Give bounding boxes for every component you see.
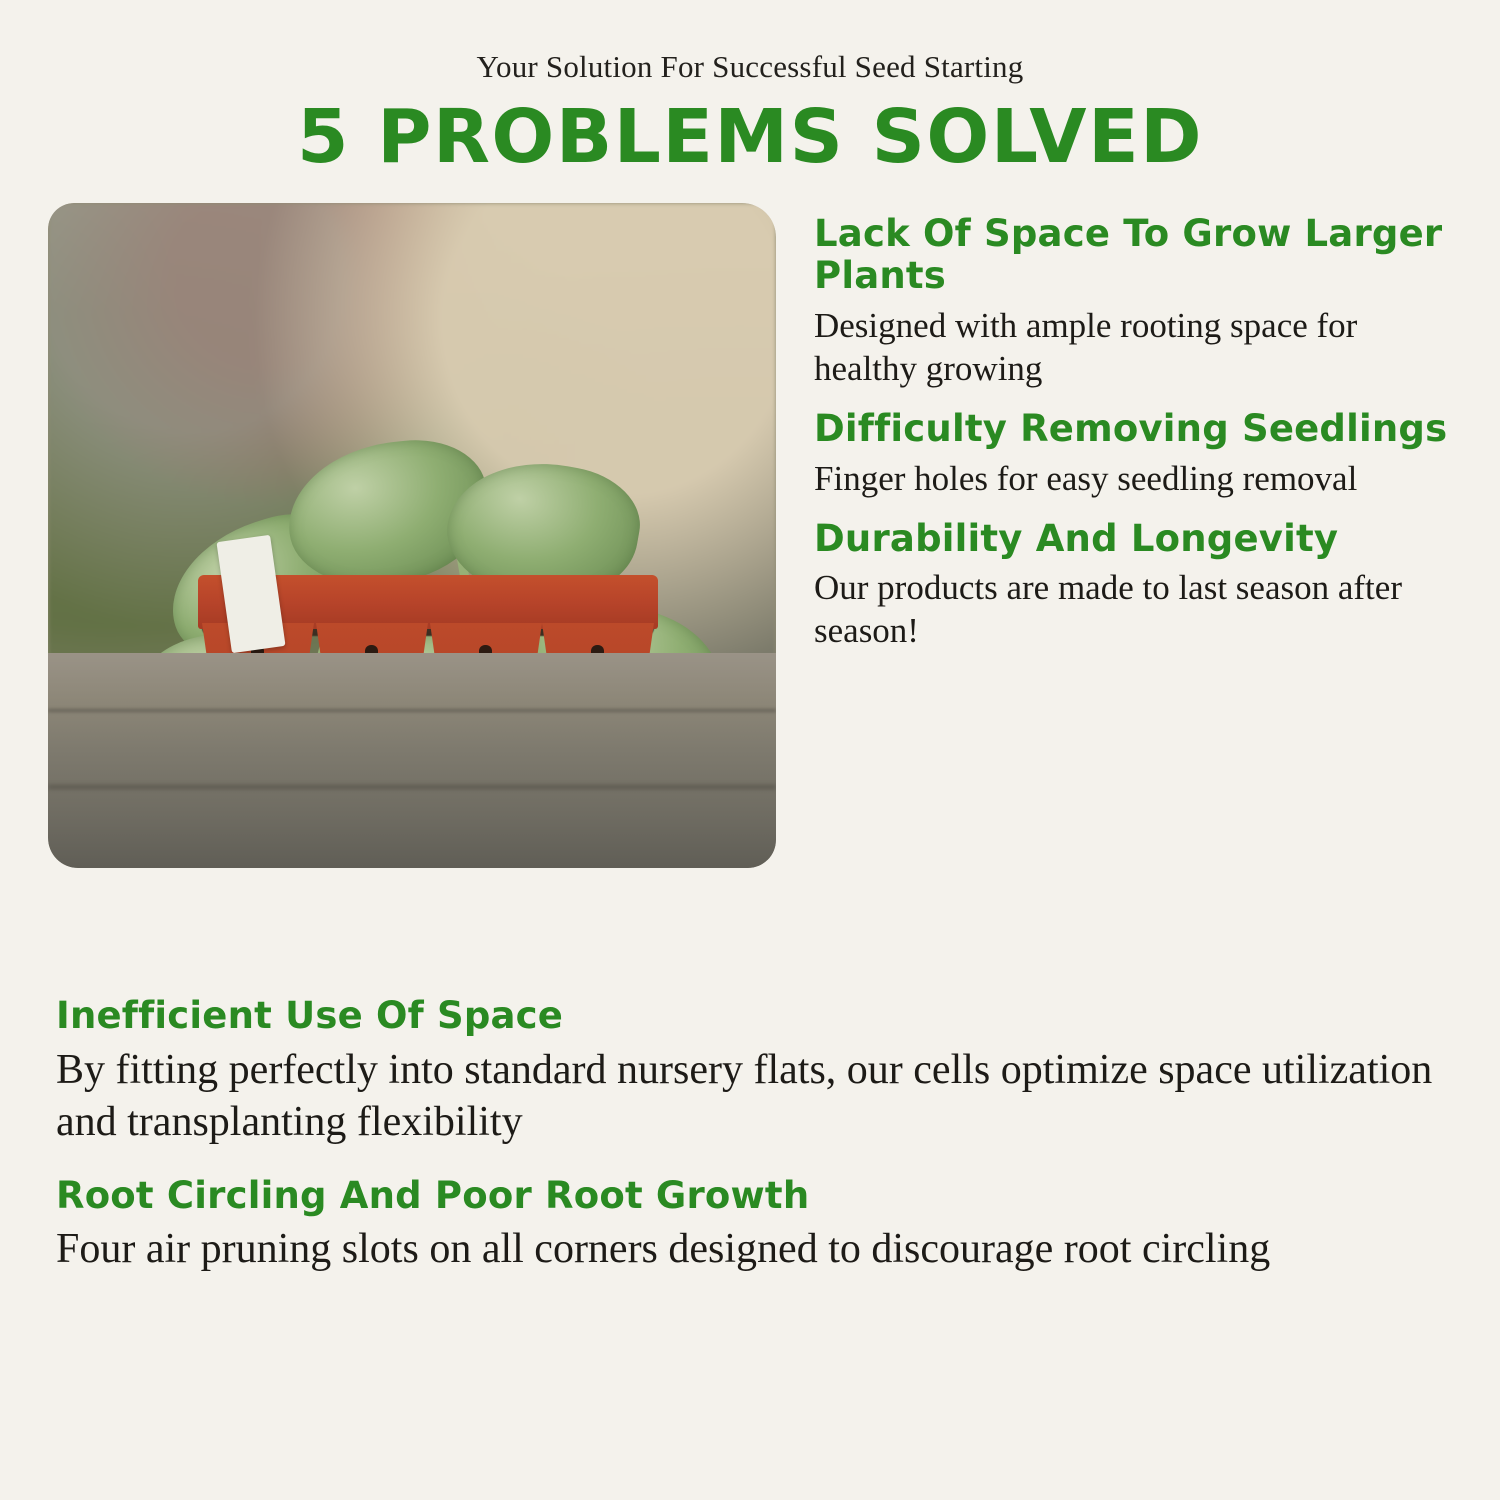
problem-item [56, 1175, 1440, 1276]
problem-title: Root Circling And Poor Root Growth [56, 1173, 810, 1217]
product-photo-wrapper [48, 203, 776, 868]
problem-title: Inefficient Use Of Space [56, 994, 564, 1037]
problem-title: Lack Of Space To Grow Larger Plants [814, 211, 1443, 298]
wooden-bench [48, 653, 776, 868]
eyebrow-text: Your Solution For Successful Seed Starting [476, 49, 1024, 84]
page-title: 5 PROBLEMS SOLVED [296, 94, 1204, 181]
problem-body: Finger holes for easy seedling removal [814, 458, 1358, 498]
problem-body: Designed with ample rooting space for healthy growing [814, 305, 1358, 389]
seedlings-photo [48, 203, 776, 868]
problem-item [814, 408, 1448, 500]
problems-list-bottom [0, 995, 1500, 1276]
problem-body: Four air pruning slots on all corners designed to discourage root circling [56, 1226, 1271, 1273]
problem-item [56, 995, 1440, 1149]
problem-title: Durability And Longevity [814, 516, 1339, 560]
problems-list-right [814, 203, 1448, 652]
problem-item [814, 213, 1448, 390]
problem-title: Difficulty Removing Seedlings [814, 407, 1448, 451]
problem-body: By fitting perfectly into standard nursery flats, our cells optimize space utilization and transplanting flexibility [56, 1046, 1433, 1146]
problem-body: Our products are made to last season after season! [814, 568, 1402, 651]
page-header [0, 0, 1500, 181]
top-section [0, 203, 1500, 868]
problem-item [814, 518, 1448, 653]
